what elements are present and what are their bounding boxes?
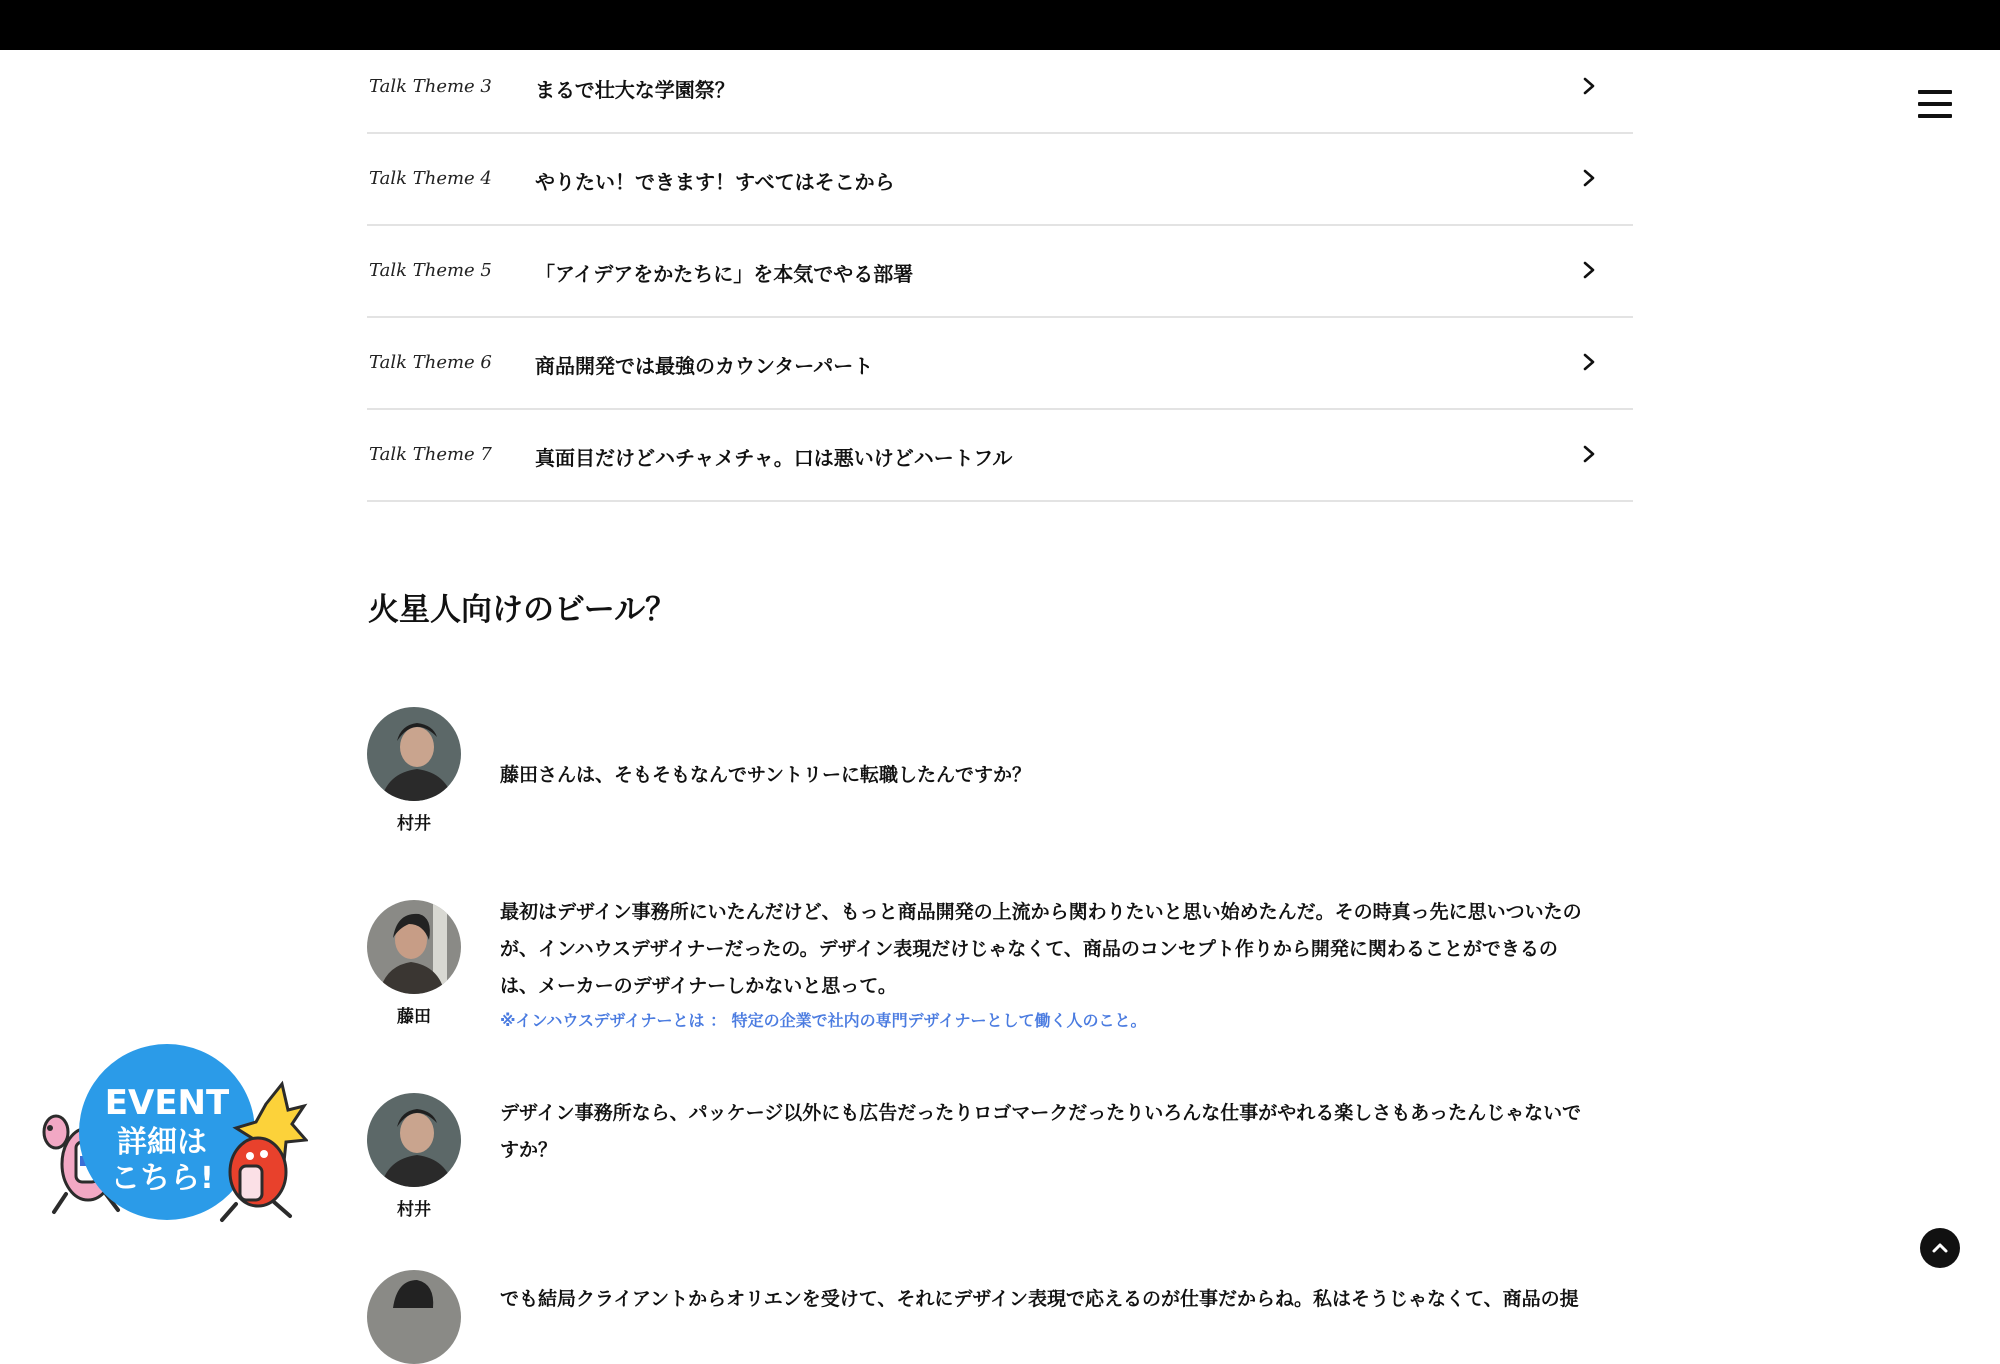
- footnote: ※インハウスデザイナーとは ： 特定の企業で社内の専門デザイナーとして働く人のこと。: [500, 1011, 1147, 1030]
- talk-line: が、インハウスデザイナーだったの。デザイン表現だけじゃなくて、商品のコンセプト作りから開発に関わることができるの: [500, 938, 1558, 960]
- talk-text: [500, 1095, 1633, 1169]
- speaker-name: 村井: [397, 814, 431, 834]
- talk-theme-item-3[interactable]: [367, 42, 1633, 134]
- talk-theme-item-5[interactable]: [367, 226, 1633, 318]
- chevron-right-icon: [1579, 352, 1599, 372]
- talk-theme-item-4[interactable]: [367, 134, 1633, 226]
- talk-theme-item-6[interactable]: [367, 318, 1633, 410]
- talk-text: [500, 757, 1633, 794]
- avatar: [367, 707, 461, 801]
- avatar: [367, 1270, 461, 1364]
- talk-item: [367, 1093, 1633, 1220]
- event-badge[interactable]: [36, 1044, 308, 1228]
- talk-theme-title[interactable]: まるで壮大な学園祭？: [535, 78, 735, 102]
- talk-theme-label: Talk Theme 6: [369, 352, 492, 373]
- talk-item: [367, 900, 1633, 1040]
- hamburger-menu-icon[interactable]: [1914, 86, 1956, 122]
- badge-text-line2: 詳細は: [117, 1125, 207, 1160]
- speaker-block: [367, 900, 461, 1027]
- talk-text-partial: でも結局クライアントからオリエンを受けて、それにデザイン表現で応えるのが仕事だからね。私はそうじゃなくて、商品の提: [500, 1288, 1579, 1310]
- speaker-block: [367, 1093, 461, 1220]
- talk-item: [367, 707, 1633, 834]
- talk-theme-title[interactable]: 商品開発では最強のカウンターパート: [535, 354, 874, 378]
- talk-theme-list: [367, 42, 1633, 502]
- speaker-name: 村井: [397, 1200, 431, 1220]
- talk-theme-label: Talk Theme 5: [369, 260, 492, 281]
- talk-theme-label: Talk Theme 3: [369, 76, 492, 97]
- chevron-up-icon: [1930, 1238, 1950, 1258]
- speaker-name: 藤田: [397, 1007, 431, 1027]
- badge-text-line3: こちら!: [110, 1161, 214, 1196]
- talk-theme-label: Talk Theme 4: [369, 168, 492, 189]
- badge-text-line1: EVENT: [104, 1083, 230, 1123]
- talk-text: [500, 894, 1633, 1005]
- talk-line: すか？: [500, 1139, 558, 1161]
- talk-line: 最初はデザイン事務所にいたんだけど、もっと商品開発の上流から関わりたいと思い始めたんだ。その時真っ先に思いついたの: [500, 901, 1582, 923]
- talk-theme-title[interactable]: 「アイデアをかたちに」を本気でやる部署: [535, 262, 914, 286]
- talk-line: は、メーカーのデザイナーしかないと思って。: [500, 975, 897, 997]
- chevron-right-icon: [1579, 76, 1599, 96]
- menu-line: [1918, 102, 1952, 106]
- talk-theme-label: Talk Theme 7: [369, 444, 492, 465]
- talk-theme-title[interactable]: 真面目だけどハチャメチャ。口は悪いけどハートフル: [535, 446, 1013, 470]
- scroll-to-top-button[interactable]: [1920, 1228, 1960, 1268]
- avatar: [367, 1093, 461, 1187]
- talk-line: 藤田さんは、そもそもなんでサントリーに転職したんですか？: [500, 764, 1032, 786]
- menu-line: [1918, 114, 1952, 118]
- menu-line: [1918, 90, 1952, 94]
- speaker-block: [367, 707, 461, 834]
- section-title: 火星人向けのビール？: [368, 592, 677, 628]
- chevron-right-icon: [1579, 444, 1599, 464]
- talk-line: デザイン事務所なら、パッケージ以外にも広告だったりロゴマークだったりいろんな仕事がやれる楽しさもあったんじゃないで: [500, 1102, 1582, 1124]
- talk-theme-item-7[interactable]: [367, 410, 1633, 502]
- avatar: [367, 900, 461, 994]
- chevron-right-icon: [1579, 168, 1599, 188]
- chevron-right-icon: [1579, 260, 1599, 280]
- talk-theme-title[interactable]: やりたい！できます！すべてはそこから: [535, 170, 895, 194]
